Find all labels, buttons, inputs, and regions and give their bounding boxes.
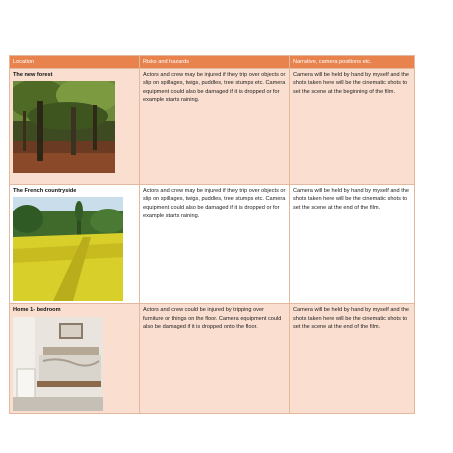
- narrative-cell: Camera will be held by hand by myself and the shots taken here will be the cinematic shots to set the scene at the beginning of the film.: [290, 69, 415, 185]
- location-cell: [10, 69, 140, 185]
- location-cell: [10, 304, 140, 414]
- location-name: The French countryside: [13, 188, 77, 195]
- risks-cell: Actors and crew may be injured if they trip over objects or slip on spillages, twigs, puddles, tree stumps etc. Camera equipment could also be damaged if it is dropped or for example starts raining.: [140, 185, 290, 304]
- location-name: The new forest: [13, 72, 53, 79]
- header-location: Location: [10, 56, 140, 69]
- table-header-row: [10, 56, 415, 69]
- risk-assessment-table: [9, 55, 415, 414]
- header-risks: Risks and hazards: [140, 56, 290, 69]
- narrative-cell: Camera will be held by hand by myself and the shots taken here will be the cinematic shots to set the scene at the end of the film.: [290, 304, 415, 414]
- header-narrative: Narrative, camera positions etc.: [290, 56, 415, 69]
- bedroom-photo: [13, 317, 103, 411]
- table-row: [10, 185, 415, 304]
- location-cell: [10, 185, 140, 304]
- table-row: [10, 304, 415, 414]
- forest-photo: [13, 81, 115, 173]
- narrative-cell: Camera will be held by hand by myself and the shots taken here will be the cinematic shots to set the scene at the end of the film.: [290, 185, 415, 304]
- countryside-photo: [13, 197, 123, 301]
- location-name: Home 1- bedroom: [13, 307, 61, 314]
- table-row: [10, 69, 415, 185]
- risks-cell: Actors and crew could be injured by tripping over furniture or things on the floor. Camera equipment could also be damaged if it is dropped onto the floor.: [140, 304, 290, 414]
- risks-cell: Actors and crew may be injured if they trip over objects or slip on spillages, twigs, puddles, tree stumps etc. Camera equipment could also be damaged if it is dropped or for example starts raining.: [140, 69, 290, 185]
